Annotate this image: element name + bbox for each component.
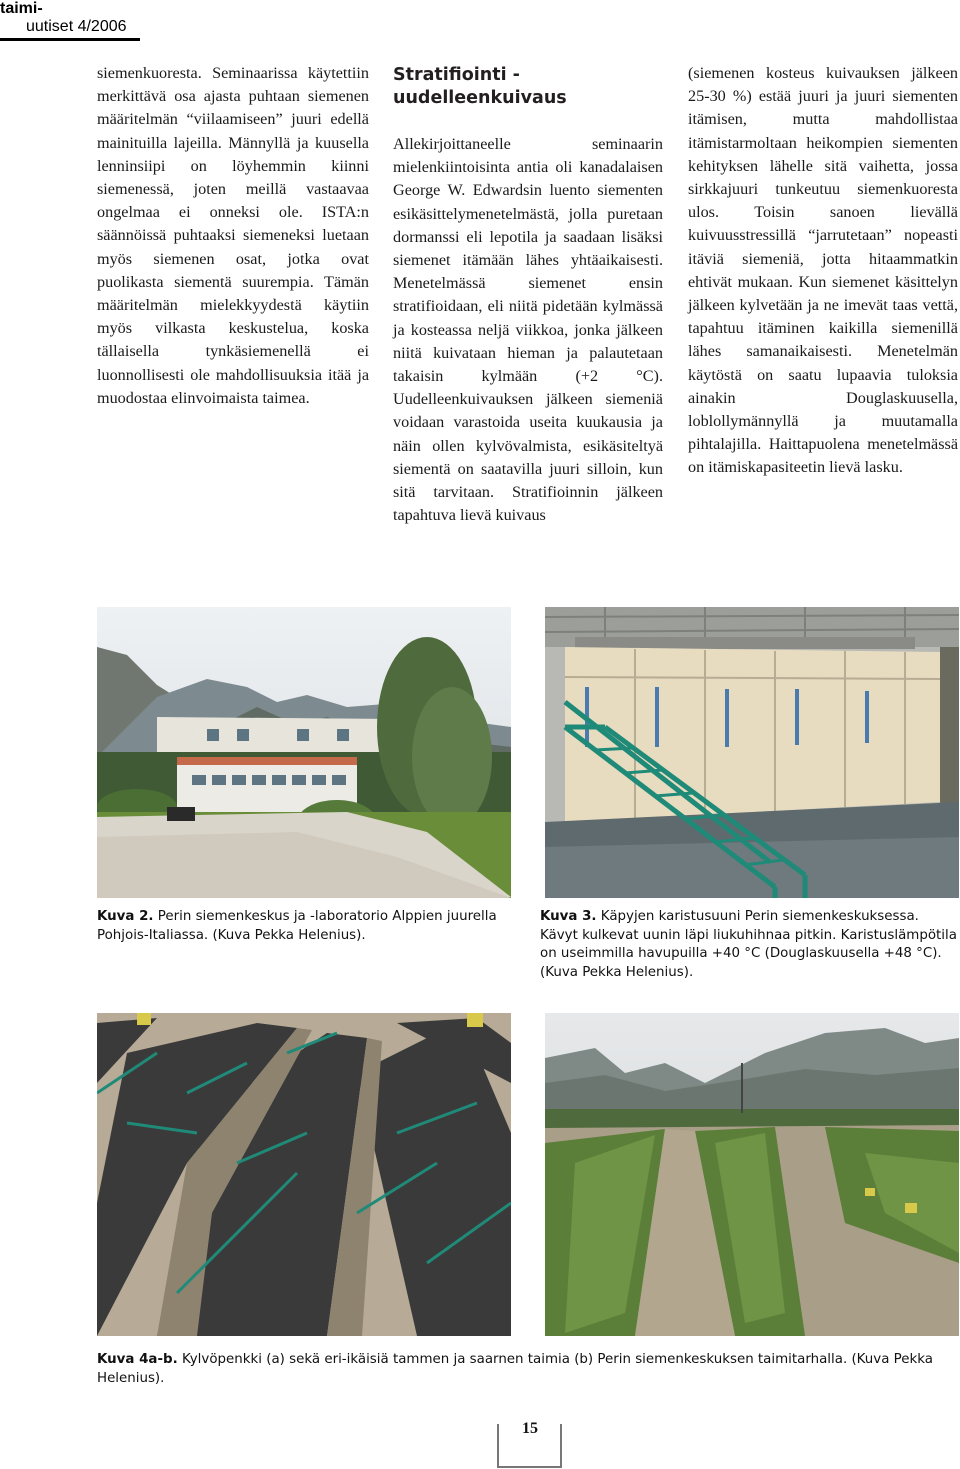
photo-cone-kiln-image	[545, 607, 959, 898]
caption-kuva-3	[540, 908, 960, 982]
caption-kuva-3-text: Käpyjen karistusuuni Perin siemenkeskuksessa. Kävyt kulkevat uunin läpi liukuhihnaa pitkin. Karistuslämpötila on useimmilla havupuilla +40 °C (Douglaskuusella +48 °C). (Kuva Pekka Helenius).	[540, 909, 957, 980]
caption-kuva-2-label: Kuva 2.	[97, 909, 154, 924]
masthead-rule	[0, 38, 140, 41]
article-column-3	[688, 62, 958, 480]
brand-issue: uutiset 4/2006	[26, 18, 127, 35]
caption-kuva-4	[97, 1351, 959, 1388]
photo-seed-beds	[97, 1013, 511, 1336]
page-number-rule-bottom	[497, 1466, 562, 1468]
caption-kuva-2-text: Perin siemenkeskus ja -laboratorio Alppien juurella Pohjois-Italiassa. (Kuva Pekka Helenius).	[97, 909, 497, 943]
photo-cone-kiln	[545, 607, 959, 898]
masthead	[0, 0, 140, 36]
column-1-text: siemenkuoresta. Seminaarissa käytettiin merkittävä osa ajasta puhtaan siemenen määritelmän “viilaamiseen” juuri edellä mainituilla lajeilla. Männyllä ja kuusella lenninsiipi on löyhemmin kiinni siemenessä, joten meillä vastaavaa ongelmaa ei onneksi ole. ISTA:n säännöissä puhtaaksi siemeneksi luetaan myös siemenen osat, jotka ovat puolikasta siementä suurempia. Tämän määritelmän mielekkyydestä käytiin myös vilkasta keskustelua, koska tällaisella tynkäsiemenellä ei luonnollisesti ole mahdollisuuksia itää ja muodostaa elinvoimaista taimea.	[97, 64, 369, 407]
section-heading: Stratifiointi - uudelleenkuivaus	[393, 65, 567, 108]
article-column-1	[97, 62, 369, 410]
photo-nursery	[545, 1013, 959, 1336]
column-2-text: Allekirjoittaneelle seminaarin mielenkiintoisinta antia oli kanadalaisen George W. Edwardsin luento siementen esikäsittelymenetelmästä, jolla puretaan dormanssi eli lepotila ja saadaan lisäksi siemenet itämään lähes yhtäaikaisesti. Menetelmässä siemenet ensin stratifioidaan, eli niitä pidetään kylmässä ja kosteassa neljä viikkoa, jonka jälkeen niitä kuivataan hieman ja palautetaan takaisin kylmään (+2 °C). Uudelleenkuivauksen jälkeen siemeniä voidaan varastoida useita kuukausia ja näin ollen kylvövalmista, esikäsiteltyä siementä on saatavilla juuri silloin, kun sitä tarvitaan. Stratifioinnin jälkeen tapahtuva lievä kuivaus	[393, 135, 663, 525]
photo-seed-centre-image	[97, 607, 511, 898]
caption-kuva-4-label: Kuva 4a-b.	[97, 1352, 178, 1367]
photo-seed-centre	[97, 607, 511, 898]
column-3-text: (siemenen kosteus kuivauksen jälkeen 25-30 %) estää juuri ja juuri siementen itämisen, mutta mahdollistaa itämistarmoltaan heikompien siementen kehityksen lähelle sitä vaihetta, jossa sirkkajuuri tunkeutuu siemenkuoresta ulos. Toisin sanoen lievällä kuivuusstressillä “jarrutetaan” nopeasti itäviä siemeniä, jotta hitaammatkin ehtivät mukaan. Kun siemenet käsittelyn jälkeen kylvetään ja ne imevät taas vettä, tapahtuu itäminen kaikilla siemenillä lähes samanaikaisesti. Menetelmän käytöstä on saatu lupaavia tuloksia ainakin Douglaskuusella, loblollymännyllä ja muutamalla pihtalajilla. Haittapuolena menetelmässä on itämiskapasiteetin lievä lasku.	[688, 64, 958, 477]
photo-nursery-image	[545, 1013, 959, 1336]
caption-kuva-3-label: Kuva 3.	[540, 909, 597, 924]
article-column-2	[393, 133, 663, 527]
photo-seed-beds-image	[97, 1013, 511, 1336]
page-number: 15	[522, 1420, 538, 1437]
caption-kuva-2	[97, 908, 517, 945]
caption-kuva-4-text: Kylvöpenkki (a) sekä eri-ikäisiä tammen ja saarnen taimia (b) Perin siemenkeskuksen taimitarhalla. (Kuva Pekka Helenius).	[97, 1352, 933, 1386]
brand-title: taimi-	[0, 0, 43, 17]
